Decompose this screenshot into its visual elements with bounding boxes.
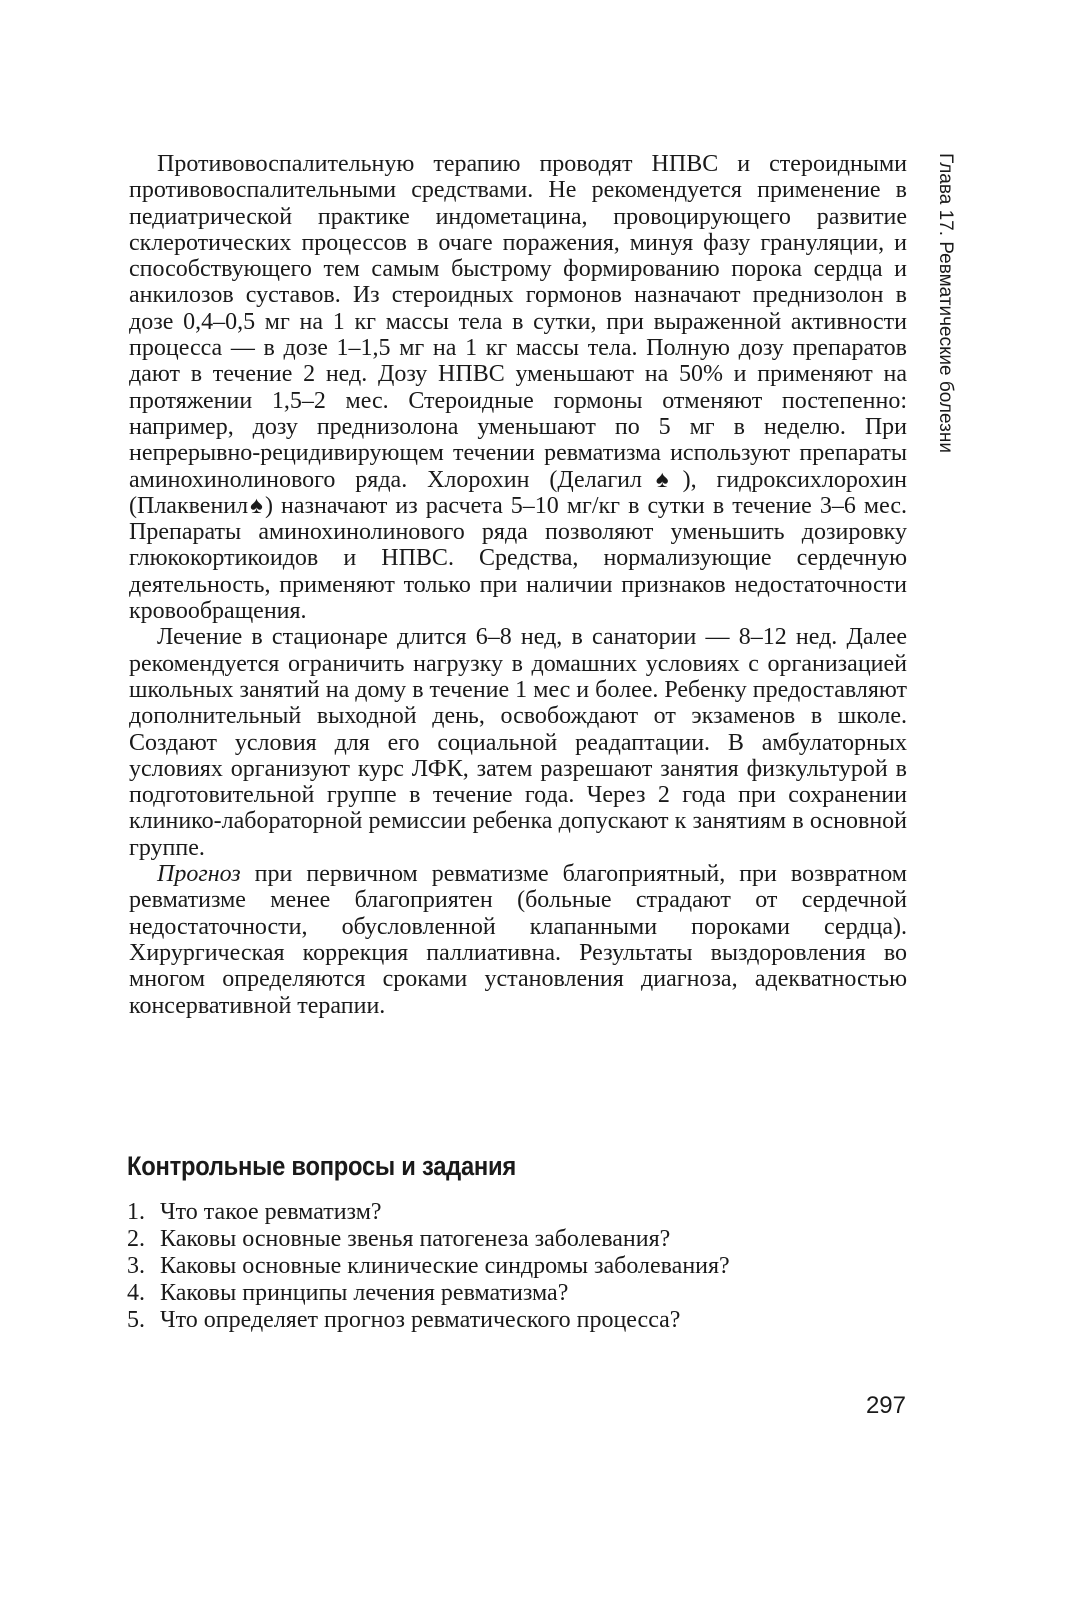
questions-list [127,1199,730,1334]
list-item [127,1199,730,1226]
list-item [127,1226,730,1253]
question-text: Каковы основные звенья патогенеза заболевания? [160,1226,671,1252]
question-text: Что определяет прогноз ревматического процесса? [160,1307,681,1333]
prognosis-lead: Прогноз [157,861,241,888]
page-number: 297 [865,1392,906,1419]
prognosis-text: при первичном ревматизме благоприятный, при возвратном ревматизме менее благоприятен (больные страдают от сердечной недостаточности, обусловленной клапанными пороками сердца). Хирургическая коррекция паллиативна. Результаты выздоровления во многом определяются сроками установления диагноза, адекватностью консервативной терапии. [129,861,907,1019]
question-text: Каковы принципы лечения ревматизма? [160,1280,569,1306]
section-title: Контрольные вопросы и задания [127,1151,516,1181]
body-text [129,151,907,1019]
paragraph-rehabilitation: Лечение в стационаре длится 6–8 нед, в санатории — 8–12 нед. Далее рекомендуется ограничить нагрузку в домашних условиях с организацией школьных занятий на дому в течение 1 мес и более. Ребенку предоставляют дополнительный выходной день, освобождают от экзаменов в школе. Создают условия для его социальной реадаптации. В амбулаторных условиях организуют курс ЛФК, затем разрешают занятия физкультурой в подготовительной группе в течение года. Через 2 года при сохранении клинико-лабораторной ремиссии ребенка допускают к занятиям в основной группе. [129,624,907,861]
question-number: 1. [127,1199,145,1225]
question-number: 5. [127,1307,145,1333]
question-number: 3. [127,1253,145,1279]
list-item [127,1253,730,1280]
list-item [127,1280,730,1307]
paragraph-therapy: Противовоспалительную терапию проводят НПВС и стероидными противовоспалительными средствами. Не рекомендуется применение в педиатрической практике индометацина, провоцирующего развитие склеротических процессов в очаге поражения, минуя фазу грануляции, и способствующего тем самым быстрому формированию порока сердца и анкилозов суставов. Из стероидных гормонов назначают преднизолон в дозе 0,4–0,5 мг на 1 кг массы тела в сутки, при выраженной активности процесса — в дозе 1–1,5 мг на 1 кг массы тела. Полную дозу препаратов дают в течение 2 нед. Дозу НПВС уменьшают на 50% и применяют на протяжении 1,5–2 мес. Стероидные гормоны отменяют постепенно: например, дозу преднизолона уменьшают по 5 мг в неделю. При непрерывно-рецидивирующем течении ревматизма используют препараты аминохинолинового ряда. Хлорохин (Делагил♠), гидроксихлорохин (Плаквенил♠) назначают из расчета 5–10 мг/кг в сутки в течение 3–6 мес. Препараты аминохинолинового ряда позволяют уменьшить дозировку глюкокортикоидов и НПВС. Средства, нормализующие сердечную деятельность, применяют только при наличии признаков недостаточности кровообращения. [129,151,907,625]
question-text: Что такое ревматизм? [160,1199,382,1225]
question-number: 4. [127,1280,145,1306]
list-item [127,1307,730,1334]
running-header: Глава 17. Ревматические болезни [935,153,956,453]
question-text: Каковы основные клинические синдромы заболевания? [160,1253,730,1279]
question-number: 2. [127,1226,145,1252]
paragraph-prognosis [129,861,907,1019]
